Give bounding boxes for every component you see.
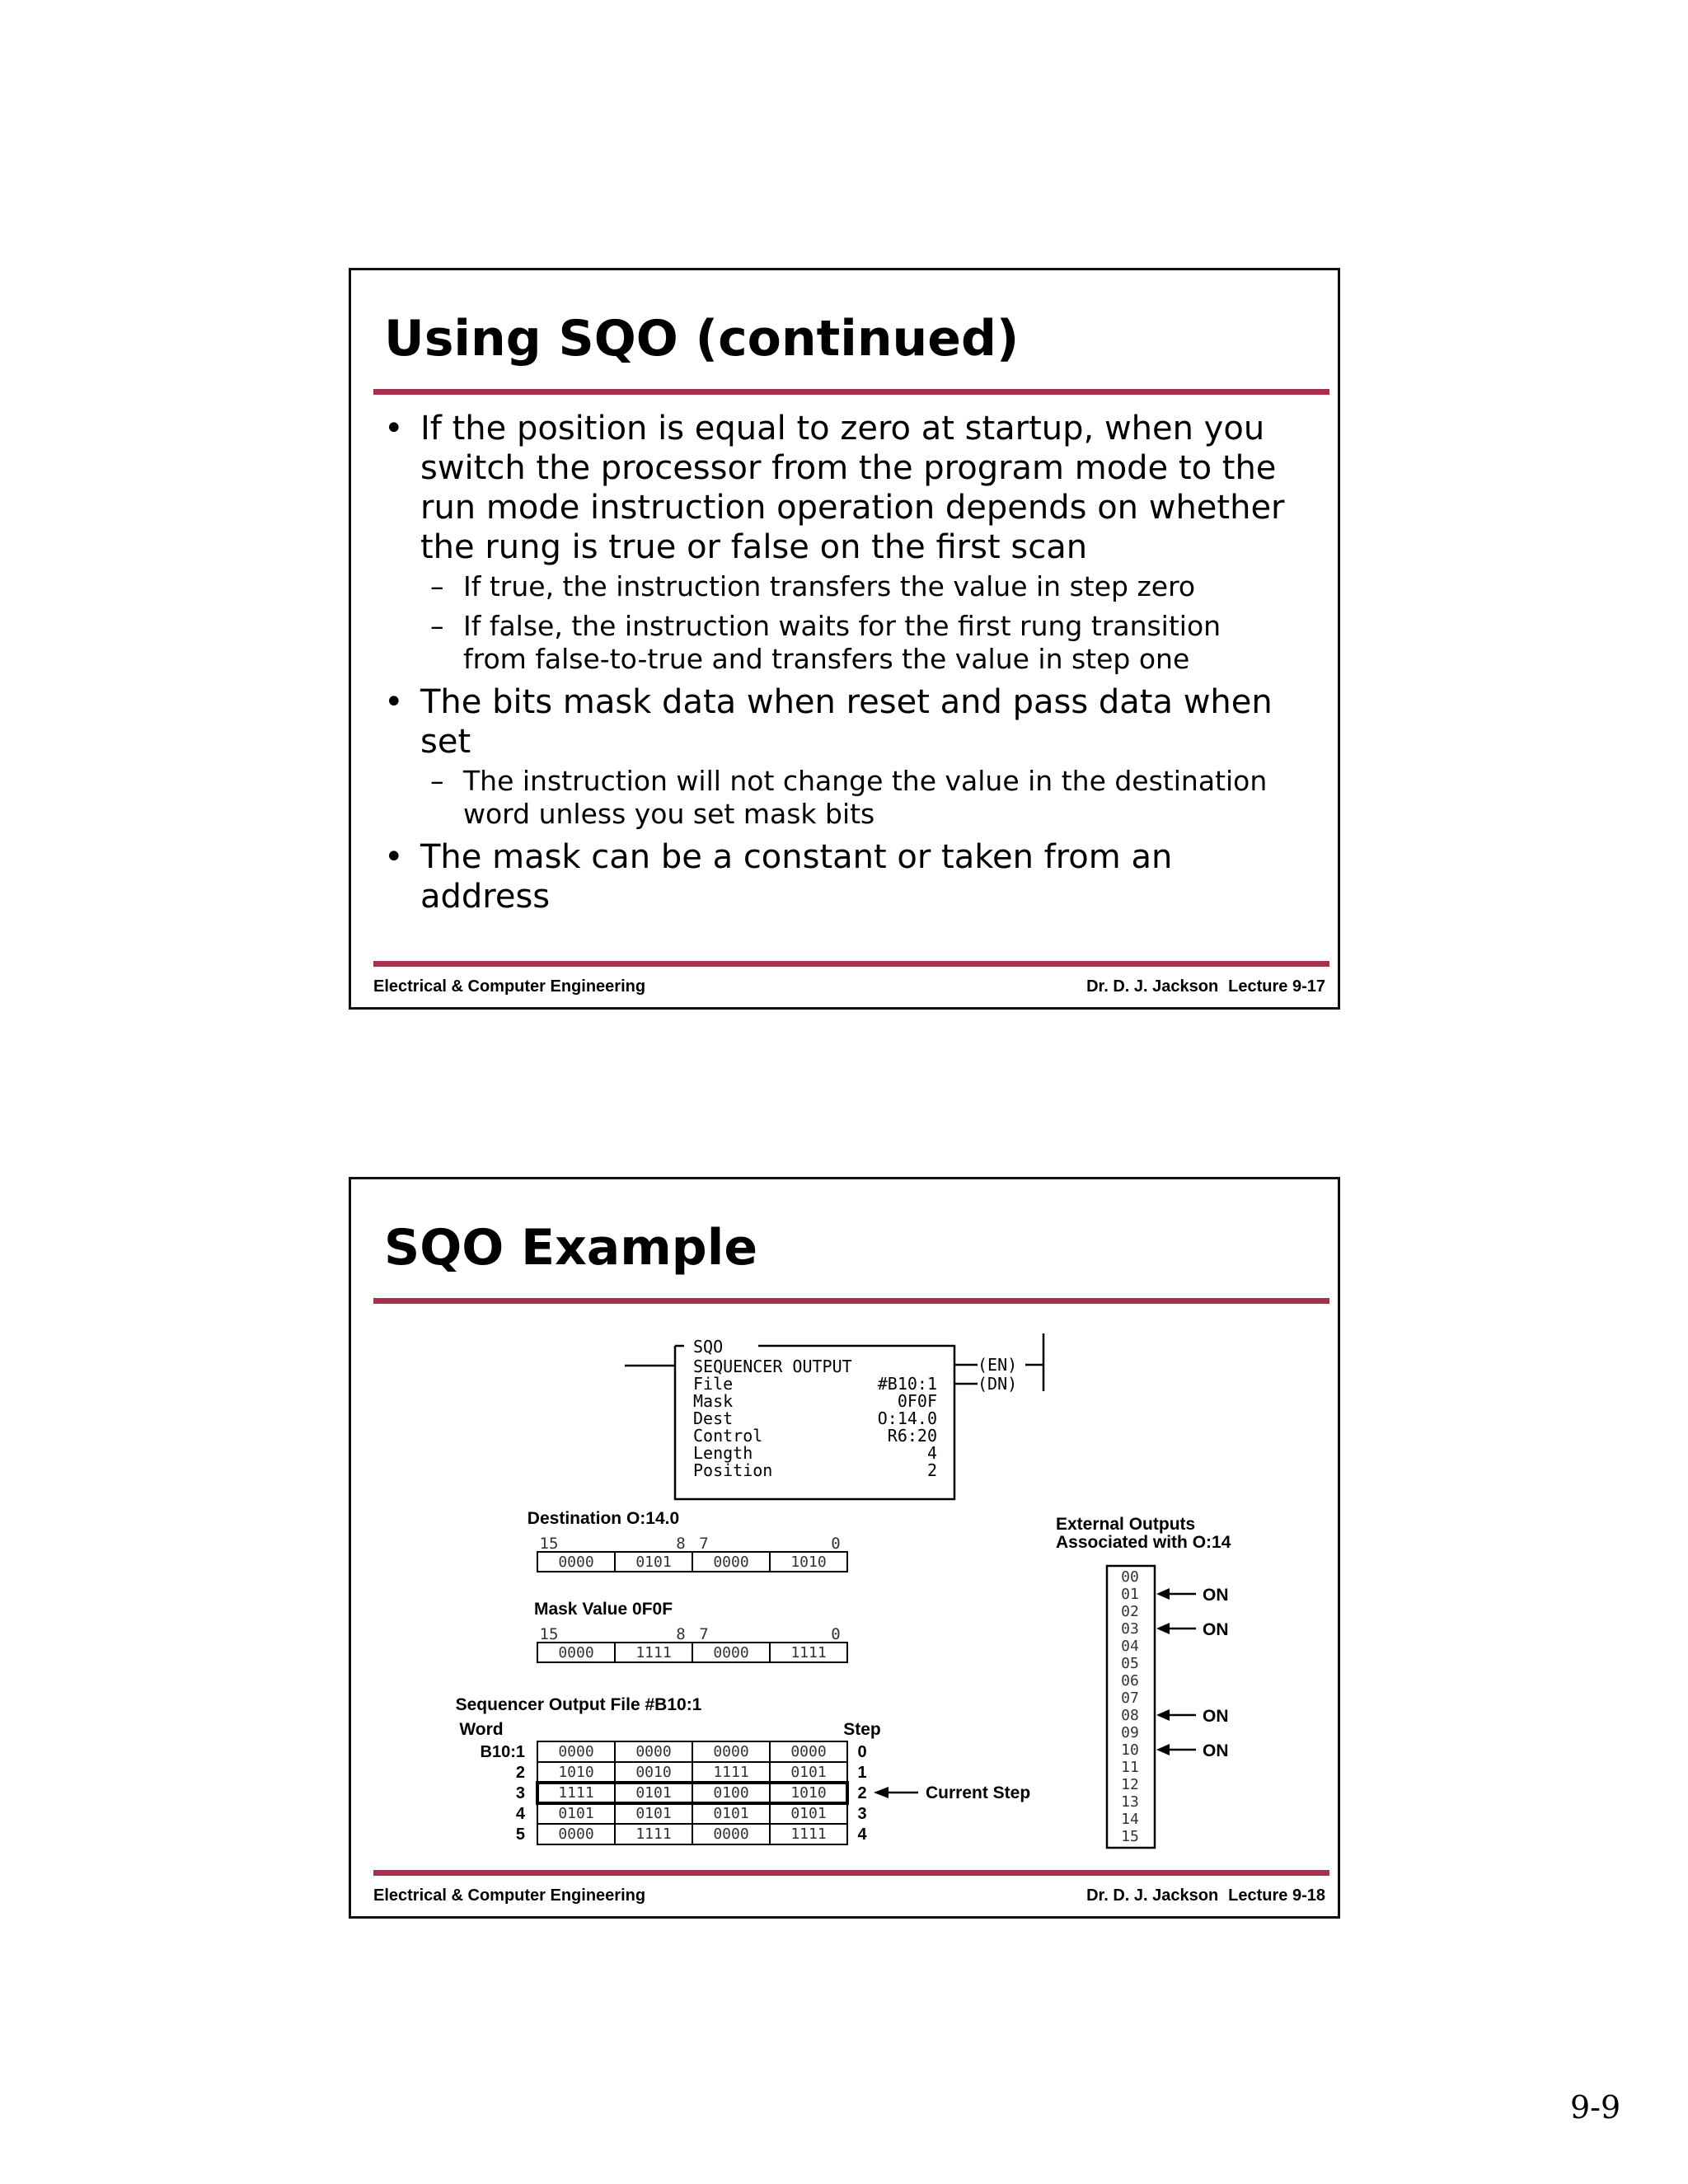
instruction-name: SQO xyxy=(693,1337,724,1357)
file-cell-value: 1010 xyxy=(790,1784,827,1802)
bit-position-label: 8 xyxy=(676,1625,686,1643)
dash-icon: – xyxy=(430,765,444,797)
footer-author: Dr. D. J. Jackson xyxy=(1086,977,1219,996)
bullet-dot-icon: • xyxy=(384,838,404,876)
word-label: B10:1 xyxy=(480,1743,525,1761)
on-label: ON xyxy=(1203,1586,1229,1605)
footer-author: Dr. D. J. Jackson xyxy=(1086,1886,1219,1905)
footer-rule xyxy=(373,961,1329,967)
output-bit-label: 11 xyxy=(1121,1759,1139,1776)
file-cell-value: 0000 xyxy=(558,1825,594,1843)
slide-9-17 xyxy=(349,268,1340,1010)
bullet-line: If the position is equal to zero at startup, when you xyxy=(420,410,1265,448)
footer-rule xyxy=(373,1870,1329,1876)
step-header: Step xyxy=(843,1720,881,1739)
sub-bullet-line: If false, the instruction waits for the first rung transition xyxy=(463,610,1221,642)
sub-bullet-line: from false-to-true and transfers the value in step one xyxy=(463,643,1190,675)
param-value: 0F0F xyxy=(897,1391,937,1411)
step-label: 2 xyxy=(857,1784,867,1802)
footer-credit xyxy=(1086,1886,1325,1905)
bullet-line: the rung is true or false on the first scan xyxy=(420,528,1088,566)
output-bit-label: 07 xyxy=(1121,1690,1139,1707)
sqo-instruction-block xyxy=(625,1333,1043,1499)
footer-credit xyxy=(1086,977,1325,996)
output-bit-label: 02 xyxy=(1121,1603,1139,1620)
param-label: Dest xyxy=(693,1408,734,1428)
file-cell-value: 0101 xyxy=(635,1805,672,1822)
arrow-head-icon xyxy=(1156,1623,1170,1634)
file-cell-value: 0101 xyxy=(558,1805,594,1822)
bullet-dot-icon: • xyxy=(384,683,404,721)
on-label: ON xyxy=(1203,1620,1229,1639)
bullet-line: run mode instruction operation depends on whether xyxy=(420,489,1285,527)
sqo-diagram xyxy=(351,1179,1338,1863)
file-cell-value: 1111 xyxy=(635,1825,672,1843)
file-cell-value: 1111 xyxy=(790,1825,827,1843)
param-label: Control xyxy=(693,1426,763,1446)
destination-register xyxy=(528,1509,847,1572)
word-label: 4 xyxy=(515,1805,525,1823)
output-bit-label: 12 xyxy=(1121,1776,1139,1793)
param-value: O:14.0 xyxy=(877,1408,937,1428)
destination-label: Destination O:14.0 xyxy=(527,1509,680,1528)
file-cell-value: 0101 xyxy=(790,1764,827,1781)
file-cell-value: 0100 xyxy=(713,1784,749,1802)
bullet-line: The bits mask data when reset and pass data when xyxy=(420,683,1273,721)
file-cell-value: 0101 xyxy=(790,1805,827,1822)
dash-icon: – xyxy=(430,610,444,642)
arrow-head-icon xyxy=(1156,1744,1170,1755)
nibble-value: 1111 xyxy=(635,1644,672,1661)
file-cell-value: 1111 xyxy=(558,1784,594,1802)
slide-9-18 xyxy=(349,1177,1340,1919)
bit-position-label: 7 xyxy=(699,1625,709,1643)
param-value: R6:20 xyxy=(887,1426,937,1446)
slide-title: Using SQO (continued) xyxy=(384,310,1020,368)
file-cell-value: 0000 xyxy=(558,1743,594,1760)
output-bit-label: 10 xyxy=(1121,1741,1139,1759)
nibble-value: 0000 xyxy=(558,1554,594,1571)
sub-bullet-item xyxy=(384,610,1315,676)
file-cell-value: 0101 xyxy=(635,1784,672,1802)
on-label: ON xyxy=(1203,1707,1229,1726)
arrow-head-icon xyxy=(1156,1588,1170,1600)
footer-lecture: Lecture 9-18 xyxy=(1228,1886,1325,1905)
sub-bullet-line: word unless you set mask bits xyxy=(463,798,875,830)
output-bit-label: 09 xyxy=(1121,1724,1139,1741)
output-bit-label: 14 xyxy=(1121,1811,1139,1828)
nibble-value: 0000 xyxy=(713,1644,749,1661)
bullet-line: The mask can be a constant or taken from an xyxy=(420,838,1173,876)
nibble-value: 1010 xyxy=(790,1554,827,1571)
file-cell-value: 0010 xyxy=(635,1764,672,1781)
file-cell-value: 0000 xyxy=(713,1825,749,1843)
output-bit-label: 13 xyxy=(1121,1793,1139,1811)
external-label-line1: External Outputs xyxy=(1056,1515,1196,1534)
bullet-item xyxy=(384,682,1315,762)
param-label: Mask xyxy=(693,1391,734,1411)
param-value: 2 xyxy=(926,1460,937,1480)
output-bit-label: 08 xyxy=(1121,1707,1139,1724)
mask-label: Mask Value 0F0F xyxy=(533,1600,673,1619)
output-bit-label: 00 xyxy=(1121,1568,1139,1586)
output-bit-label: 01 xyxy=(1121,1586,1139,1603)
param-label: Position xyxy=(693,1460,773,1480)
file-cell-value: 0000 xyxy=(713,1743,749,1760)
page-number: 9-9 xyxy=(1570,2089,1621,2125)
file-cell-value: 1111 xyxy=(713,1764,749,1781)
file-cell-value: 1010 xyxy=(558,1764,594,1781)
output-bit-label: 06 xyxy=(1121,1672,1139,1690)
param-label: Length xyxy=(693,1443,753,1463)
dash-icon: – xyxy=(430,570,444,602)
arrow-head-icon xyxy=(1156,1709,1170,1721)
output-bit-label: 04 xyxy=(1121,1638,1139,1655)
word-label: 3 xyxy=(515,1784,525,1802)
arrow-head-icon xyxy=(874,1787,889,1798)
bullet-item xyxy=(384,837,1315,916)
step-label: 3 xyxy=(857,1805,867,1823)
bit-position-label: 0 xyxy=(831,1625,841,1643)
nibble-value: 0000 xyxy=(558,1644,594,1661)
word-header: Word xyxy=(459,1720,504,1739)
title-rule xyxy=(373,389,1329,395)
sub-bullet-line: The instruction will not change the value in the destination xyxy=(463,765,1268,797)
output-bit-label: 05 xyxy=(1121,1655,1139,1672)
bullet-line: set xyxy=(420,723,471,761)
footer-department: Electrical & Computer Engineering xyxy=(373,1886,646,1905)
file-cell-value: 0000 xyxy=(790,1743,827,1760)
nibble-value: 0000 xyxy=(713,1554,749,1571)
bit-position-label: 15 xyxy=(539,1535,559,1553)
bullet-line: switch the processor from the program mode to the xyxy=(420,449,1277,487)
nibble-value: 0101 xyxy=(635,1554,672,1571)
footer-lecture: Lecture 9-17 xyxy=(1228,977,1325,996)
output-bit-label: 15 xyxy=(1121,1828,1139,1845)
slide-title: SQO Example xyxy=(384,1219,758,1277)
step-label: 1 xyxy=(857,1764,867,1782)
file-label: Sequencer Output File #B10:1 xyxy=(455,1695,702,1714)
bullet-item xyxy=(384,409,1315,567)
param-value: #B10:1 xyxy=(877,1374,937,1394)
output-en: (EN) xyxy=(978,1355,1018,1375)
file-cell-value: 0000 xyxy=(635,1743,672,1760)
bullet-line: address xyxy=(420,878,551,916)
param-label: File xyxy=(693,1374,734,1394)
mask-register xyxy=(534,1600,847,1662)
step-label: 0 xyxy=(857,1743,867,1761)
output-bit-label: 03 xyxy=(1121,1620,1139,1638)
word-label: 2 xyxy=(515,1764,525,1782)
bit-position-label: 15 xyxy=(539,1625,559,1643)
file-cell-value: 0101 xyxy=(713,1805,749,1822)
external-label-line2: Associated with O:14 xyxy=(1056,1533,1231,1552)
output-dn: (DN) xyxy=(978,1374,1018,1394)
sub-bullet-item xyxy=(384,570,1315,603)
current-step-label: Current Step xyxy=(926,1783,1031,1802)
external-outputs xyxy=(1056,1515,1231,1848)
nibble-value: 1111 xyxy=(790,1644,827,1661)
sub-bullet-item xyxy=(384,765,1315,831)
bit-position-label: 8 xyxy=(676,1535,686,1553)
sequencer-file xyxy=(456,1695,1031,1844)
param-value: 4 xyxy=(926,1443,937,1463)
bullet-list xyxy=(384,409,1315,920)
instruction-heading: SEQUENCER OUTPUT xyxy=(693,1357,852,1376)
word-label: 5 xyxy=(515,1825,525,1844)
footer-department: Electrical & Computer Engineering xyxy=(373,977,646,996)
on-label: ON xyxy=(1203,1741,1229,1760)
bit-position-label: 0 xyxy=(831,1535,841,1553)
bit-position-label: 7 xyxy=(699,1535,709,1553)
sub-bullet-line: If true, the instruction transfers the value in step zero xyxy=(463,570,1196,602)
step-label: 4 xyxy=(857,1825,867,1844)
bullet-dot-icon: • xyxy=(384,410,404,448)
